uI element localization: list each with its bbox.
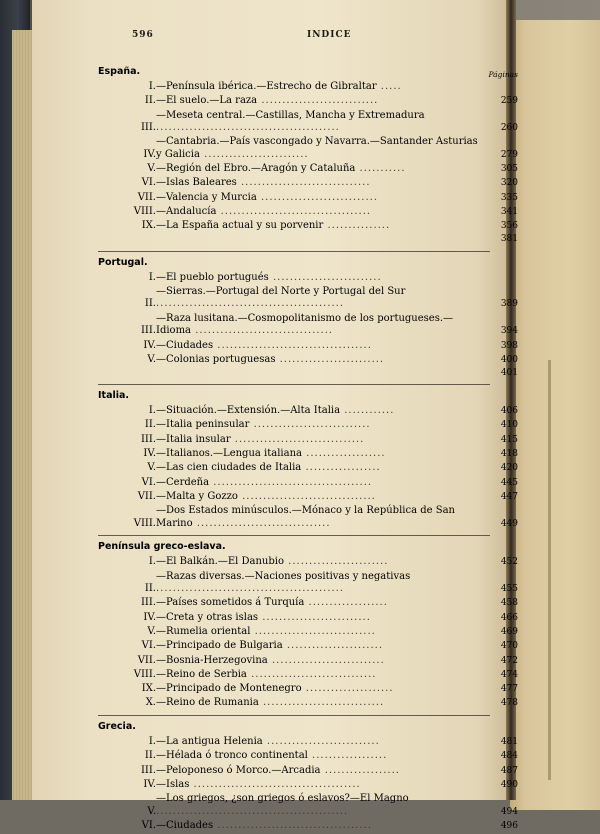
entry-text-wrap — [156, 192, 518, 205]
section-end-page: 401 — [500, 367, 518, 378]
page-ref: 478 — [500, 698, 518, 709]
dot-leader: ........................... — [267, 654, 385, 666]
dot-leader: .................. — [307, 750, 388, 762]
chapter-numeral: VII. — [137, 654, 156, 666]
entry-text-wrap — [156, 477, 518, 490]
entry-text-wrap — [156, 405, 518, 418]
index-entry — [98, 220, 518, 233]
chapter-numeral: I. — [148, 405, 156, 417]
chapter-numeral: IV. — [143, 778, 156, 790]
entry-text-wrap — [156, 697, 518, 710]
chapter-title: —Cerdeña — [156, 476, 210, 488]
entry-text-wrap — [156, 354, 518, 367]
page-ref: 472 — [500, 655, 518, 666]
page-ref: 398 — [500, 340, 518, 351]
chapter-title: —Razas diversas.—Naciones positivas y negativas — [156, 570, 411, 582]
page-ref: 487 — [500, 765, 518, 776]
page-ref: 320 — [500, 178, 518, 189]
section-end-row — [98, 368, 518, 379]
section-title: Italia. — [98, 390, 130, 402]
chapter-numeral: VIII. — [133, 517, 156, 529]
chapter-numeral: III. — [140, 597, 156, 609]
page-ref: 335 — [500, 192, 518, 203]
index-entry — [98, 505, 518, 530]
chapter-numeral: IV. — [143, 611, 156, 623]
dot-leader: ............... — [323, 220, 391, 232]
index-entry — [98, 81, 518, 94]
entry-text-wrap — [156, 177, 518, 190]
dot-leader: ............................. — [250, 625, 376, 637]
page-tear — [548, 360, 551, 780]
chapter-title: —Principado de Montenegro — [156, 683, 302, 695]
chapter-title: —Valencia y Murcia — [156, 191, 257, 203]
index-entry — [98, 750, 518, 763]
page-ref: 415 — [500, 434, 518, 445]
page-ref: 496 — [500, 820, 518, 831]
index-entry — [98, 779, 518, 792]
section-title: Portugal. — [98, 256, 148, 268]
dot-leader: ............ — [340, 405, 395, 417]
entry-text-wrap — [156, 206, 518, 219]
section-divider — [98, 384, 490, 385]
dot-leader: .......................... — [258, 611, 371, 623]
index-entry — [98, 491, 518, 504]
dot-leader: ............................................. — [156, 583, 345, 595]
dot-leader: ........................... — [262, 735, 380, 747]
entry-text-wrap — [156, 597, 518, 610]
entry-text-wrap — [156, 655, 518, 668]
entry-text-wrap — [156, 736, 518, 749]
chapter-numeral: III. — [140, 325, 156, 337]
index-section — [98, 541, 518, 716]
dot-leader: ............................ — [249, 419, 371, 431]
dot-leader: .............................. — [246, 668, 377, 680]
page-ref: 494 — [500, 806, 518, 817]
index-entry — [98, 206, 518, 219]
dot-leader: .................. — [301, 462, 381, 474]
section-heading — [98, 390, 518, 404]
dot-leader: ........................................ — [189, 778, 361, 790]
chapter-numeral: II. — [144, 298, 156, 310]
index-entry — [98, 405, 518, 418]
page-ref: 477 — [500, 684, 518, 695]
chapter-title: —El pueblo portugués — [156, 271, 269, 283]
page-ref: 445 — [500, 477, 518, 488]
section-divider — [98, 535, 490, 536]
page-title: INDICE — [307, 30, 352, 40]
index-entry — [98, 820, 518, 833]
page-ref: 474 — [500, 669, 518, 680]
page-ref: 490 — [500, 779, 518, 790]
chapter-numeral: X. — [145, 697, 156, 709]
index-section — [98, 66, 518, 252]
dot-leader: ................................ — [192, 517, 331, 529]
chapter-title: —La España actual y su porvenir — [156, 220, 324, 232]
chapter-title: —Andalucía — [156, 206, 217, 218]
index-content — [98, 66, 518, 834]
section-heading — [98, 721, 518, 735]
entry-text-wrap — [156, 820, 518, 833]
chapter-title: —Colonias portuguesas — [156, 353, 276, 365]
chapter-title: —Hélada ó tronco continental — [156, 750, 308, 762]
entry-text-wrap — [156, 765, 518, 778]
chapter-numeral: I. — [148, 271, 156, 283]
page-ref: 260 — [500, 123, 518, 134]
chapter-title: —Países sometidos á Turquía — [156, 597, 305, 609]
chapter-title: —Meseta central.—Castillas, Mancha y Extremadura — [156, 109, 425, 121]
page-ref: 400 — [500, 354, 518, 365]
index-entry — [98, 136, 518, 161]
section-end-page: 381 — [500, 234, 518, 245]
entry-text-wrap — [156, 491, 518, 504]
dot-leader: ..................................... — [213, 339, 372, 351]
chapter-numeral: IV. — [143, 448, 156, 460]
dot-leader: ..................................... — [213, 819, 372, 831]
index-entry — [98, 434, 518, 447]
index-entry — [98, 597, 518, 610]
index-entry — [98, 95, 518, 108]
entry-text-wrap — [156, 669, 518, 682]
index-entry — [98, 340, 518, 353]
chapter-title: —Cantabria.—País vascongado y Navarra.—Santander Asturias y Galicia — [156, 136, 478, 160]
chapter-title: —Malta y Gozzo — [156, 490, 238, 502]
index-entry — [98, 462, 518, 475]
chapter-numeral: V. — [147, 625, 156, 637]
chapter-title: —La antigua Helenia — [156, 735, 263, 747]
entry-text-wrap — [156, 81, 518, 94]
dot-leader: ................................. — [191, 325, 334, 337]
index-entry — [98, 736, 518, 749]
index-section — [98, 390, 518, 536]
entry-text-wrap — [156, 110, 518, 135]
chapter-numeral: IV. — [143, 148, 156, 160]
chapter-title: —Las cien ciudades de Italia — [156, 462, 302, 474]
chapter-numeral: VII. — [137, 490, 156, 502]
page-ref: 420 — [500, 463, 518, 474]
dot-leader: ..... — [376, 81, 402, 92]
dot-leader: ............................... — [236, 177, 371, 189]
chapter-numeral: VI. — [141, 819, 156, 831]
dot-leader: .......................... — [268, 271, 382, 283]
index-entry — [98, 669, 518, 682]
dot-leader: ............................ — [257, 95, 379, 107]
index-entry — [98, 177, 518, 190]
index-entry — [98, 313, 518, 338]
entry-text-wrap — [156, 286, 518, 311]
chapter-numeral: V. — [147, 353, 156, 365]
dot-leader: ............................. — [258, 697, 385, 709]
chapter-title: —Ciudades — [156, 339, 214, 351]
chapter-title: —Principado de Bulgaria — [156, 640, 283, 652]
index-entry — [98, 163, 518, 176]
entry-text-wrap — [156, 272, 518, 285]
page-ref: 406 — [500, 406, 518, 417]
page-ref: 356 — [500, 221, 518, 232]
page-ref: 259 — [500, 96, 518, 107]
chapter-title: —El Balkán.—El Danubio — [156, 556, 284, 568]
chapter-title: —El suelo.—La raza — [156, 95, 258, 107]
chapter-title: —Rumelia oriental — [156, 625, 251, 637]
section-title: Grecia. — [98, 720, 136, 732]
chapter-title: —Islas Baleares — [156, 177, 237, 189]
page-ref: 469 — [500, 626, 518, 637]
chapter-title: —Dos Estados minúsculos.—Mónaco y la República de San Marino — [156, 505, 455, 529]
page-ref: 455 — [500, 584, 518, 595]
chapter-numeral: VIII. — [133, 668, 156, 680]
chapter-numeral: VI. — [141, 476, 156, 488]
index-section — [98, 721, 518, 832]
page-ref: 466 — [500, 612, 518, 623]
dot-leader: ................... — [304, 597, 388, 609]
entry-text-wrap — [156, 571, 518, 596]
chapter-numeral: III. — [140, 122, 156, 134]
index-entry — [98, 419, 518, 432]
index-entry — [98, 477, 518, 490]
entry-text-wrap — [156, 340, 518, 353]
chapter-numeral: IX. — [141, 683, 156, 695]
index-entry — [98, 192, 518, 205]
index-entry — [98, 612, 518, 625]
dot-leader: ............................................. — [156, 298, 345, 310]
page-ref: 481 — [500, 736, 518, 747]
entry-text-wrap — [156, 683, 518, 696]
entry-text-wrap — [156, 313, 518, 338]
chapter-numeral: VI. — [141, 177, 156, 189]
chapter-numeral: V. — [147, 805, 156, 817]
page-ref: 458 — [500, 598, 518, 609]
chapter-title: —Ciudades — [156, 819, 214, 831]
chapter-numeral: I. — [148, 81, 156, 92]
page-ref: 470 — [500, 641, 518, 652]
chapter-numeral: VII. — [137, 191, 156, 203]
entry-text-wrap — [156, 419, 518, 432]
section-end-row — [98, 235, 518, 246]
chapter-title: —Raza lusitana.—Cosmopolitanismo de los portugueses.—Idioma — [156, 312, 454, 337]
chapter-numeral: III. — [140, 764, 156, 776]
page-ref: 389 — [500, 299, 518, 310]
chapter-numeral: VI. — [141, 640, 156, 652]
dot-leader: ......................... — [199, 148, 309, 160]
chapter-title: —Reino de Serbia — [156, 668, 247, 680]
index-entry — [98, 626, 518, 639]
page-ref: 394 — [500, 326, 518, 337]
page-ref: 418 — [500, 449, 518, 460]
index-section — [98, 257, 518, 385]
index-entry — [98, 655, 518, 668]
chapter-title: —Reino de Rumania — [156, 697, 259, 709]
entry-text-wrap — [156, 462, 518, 475]
section-title: España. — [98, 66, 141, 77]
chapter-numeral: I. — [148, 735, 156, 747]
dot-leader: .................................... — [216, 206, 372, 218]
page-ref: 452 — [500, 557, 518, 568]
entry-text-wrap — [156, 220, 518, 233]
section-divider — [98, 715, 490, 716]
dot-leader: ............................................ — [156, 122, 340, 134]
section-divider — [98, 251, 490, 252]
entry-text-wrap — [156, 163, 518, 176]
dot-leader: .................. — [320, 764, 400, 776]
index-entry — [98, 765, 518, 778]
entry-text-wrap — [156, 448, 518, 461]
dot-leader: ......................... — [275, 353, 385, 365]
index-entry — [98, 286, 518, 311]
entry-text-wrap — [156, 556, 518, 569]
dot-leader: ........................ — [283, 556, 389, 568]
entry-text-wrap — [156, 136, 518, 161]
dot-leader: .............................................. — [156, 805, 349, 817]
chapter-title: —Italianos.—Lengua italiana — [156, 448, 302, 460]
chapter-title: —Sierras.—Portugal del Norte y Portugal del Sur — [156, 285, 406, 297]
chapter-title: —Península ibérica.—Estrecho de Gibraltar — [156, 81, 377, 92]
section-title: Península greco-eslava. — [98, 541, 226, 553]
entry-text-wrap — [156, 612, 518, 625]
dot-leader: ................................ — [237, 490, 376, 502]
page-ref: 305 — [500, 164, 518, 175]
chapter-numeral: II. — [144, 583, 156, 595]
section-heading — [98, 541, 518, 555]
index-entry — [98, 640, 518, 653]
index-entry — [98, 354, 518, 367]
chapter-numeral: V. — [147, 462, 156, 474]
index-entry — [98, 272, 518, 285]
entry-text-wrap — [156, 640, 518, 653]
chapter-title: —Italia insular — [156, 433, 231, 445]
page-header — [132, 30, 512, 44]
index-entry — [98, 110, 518, 135]
index-entry — [98, 448, 518, 461]
page-ref: 484 — [500, 751, 518, 762]
chapter-title: —Situación.—Extensión.—Alta Italia — [156, 405, 341, 417]
dot-leader: ............................... — [230, 433, 365, 445]
entry-text-wrap — [156, 793, 518, 818]
page-number: 596 — [132, 30, 154, 40]
page-ref: 410 — [500, 420, 518, 431]
index-entry — [98, 571, 518, 596]
chapter-title: —Creta y otras islas — [156, 611, 259, 623]
index-entry — [98, 683, 518, 696]
facing-page — [510, 20, 600, 810]
entry-text-wrap — [156, 750, 518, 763]
dot-leader: ..................... — [301, 683, 394, 695]
page-ref: 447 — [500, 491, 518, 502]
chapter-numeral: IV. — [143, 339, 156, 351]
entry-text-wrap — [156, 505, 518, 530]
index-entry — [98, 697, 518, 710]
dot-leader: ................... — [301, 448, 386, 460]
page-ref: 449 — [500, 518, 518, 529]
section-heading — [98, 66, 518, 80]
page-ref: 341 — [500, 207, 518, 218]
entry-text-wrap — [156, 434, 518, 447]
chapter-numeral: II. — [144, 95, 156, 107]
index-entry — [98, 556, 518, 569]
chapter-title: —Italia peninsular — [156, 419, 250, 431]
chapter-numeral: IX. — [141, 220, 156, 232]
dot-leader: ....................... — [282, 640, 383, 652]
chapter-numeral: II. — [144, 750, 156, 762]
dot-leader: ........... — [355, 163, 406, 175]
chapter-numeral: III. — [140, 433, 156, 445]
chapter-numeral: II. — [144, 419, 156, 431]
entry-text-wrap — [156, 779, 518, 792]
chapter-numeral: VIII. — [133, 206, 156, 218]
chapter-title: —Islas — [156, 778, 190, 790]
chapter-numeral: V. — [147, 163, 156, 175]
section-heading — [98, 257, 518, 271]
chapter-numeral: I. — [148, 556, 156, 568]
page-ref: 279 — [500, 149, 518, 160]
chapter-title: —Bosnia-Herzegovina — [156, 654, 268, 666]
chapter-title: —Región del Ebro.—Aragón y Cataluña — [156, 163, 356, 175]
entry-text-wrap — [156, 626, 518, 639]
chapter-title: —Los griegos, ¿son griegos ó eslavos?—El Magno — [156, 793, 409, 805]
chapter-title: —Peloponeso ó Morco.—Arcadia — [156, 764, 321, 776]
dot-leader: ...................................... — [209, 476, 373, 488]
index-entry — [98, 793, 518, 818]
dot-leader: ............................ — [256, 191, 378, 203]
paginas-label: Páginas — [488, 70, 518, 79]
entry-text-wrap — [156, 95, 518, 108]
